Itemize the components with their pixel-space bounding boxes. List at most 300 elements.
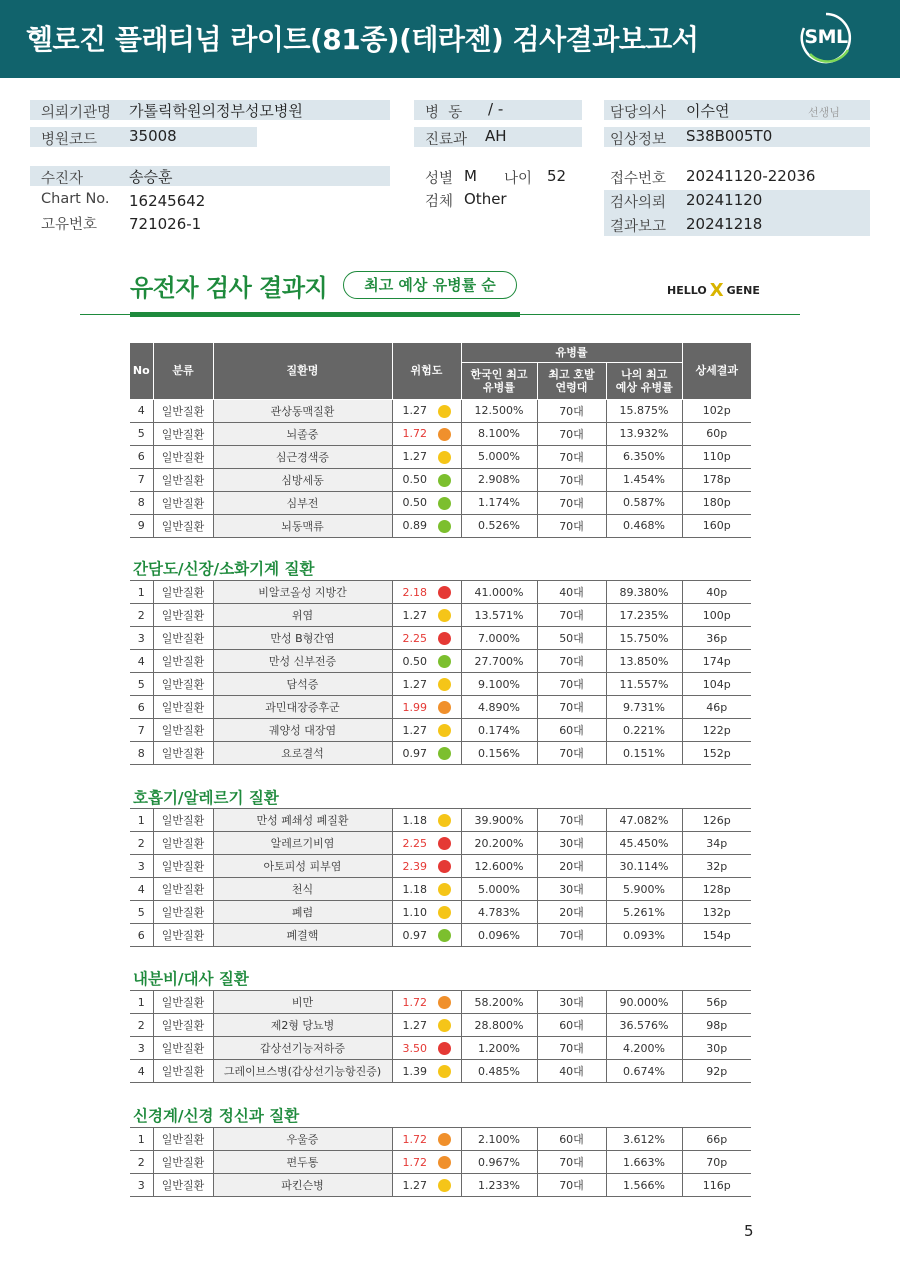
risk-level-dot bbox=[438, 609, 451, 622]
col-korean-prevalence bbox=[461, 362, 537, 399]
cell-korean-prevalence: 0.096% bbox=[461, 924, 537, 947]
risk-level-dot bbox=[438, 1042, 451, 1055]
cell-onset-age: 30대 bbox=[537, 832, 606, 855]
cell-category: 일반질환 bbox=[153, 581, 213, 604]
table-row bbox=[130, 991, 751, 1014]
cell-risk bbox=[392, 901, 461, 924]
cell-my-prevalence: 0.674% bbox=[606, 1060, 682, 1083]
cell-disease: 그레이브스병(갑상선기능항진증) bbox=[213, 1060, 392, 1083]
cell-risk bbox=[392, 1128, 461, 1151]
cell-onset-age: 50대 bbox=[537, 627, 606, 650]
cell-korean-prevalence: 2.908% bbox=[461, 468, 537, 491]
table-row bbox=[130, 604, 751, 627]
cell-disease: 심방세동 bbox=[213, 468, 392, 491]
cell-onset-age: 20대 bbox=[537, 901, 606, 924]
table-row bbox=[130, 832, 751, 855]
cell-risk bbox=[392, 627, 461, 650]
cell-category: 일반질환 bbox=[153, 1037, 213, 1060]
clinical-value: S38B005T0 bbox=[686, 127, 773, 145]
cell-detail-page[interactable]: 160p bbox=[682, 514, 751, 537]
cell-onset-age: 70대 bbox=[537, 742, 606, 765]
risk-value: 1.72 bbox=[402, 995, 427, 1009]
cell-korean-prevalence: 1.200% bbox=[461, 1037, 537, 1060]
risk-value: 1.18 bbox=[402, 813, 427, 827]
cell-korean-prevalence: 0.967% bbox=[461, 1151, 537, 1174]
cell-detail-page[interactable]: 102p bbox=[682, 399, 751, 422]
cell-detail-page[interactable]: 40p bbox=[682, 581, 751, 604]
cell-disease: 관상동맥질환 bbox=[213, 399, 392, 422]
cell-category: 일반질환 bbox=[153, 604, 213, 627]
cell-risk bbox=[392, 673, 461, 696]
cell-disease: 아토피성 피부염 bbox=[213, 855, 392, 878]
kr-line1: 한국인 최고 bbox=[470, 367, 528, 381]
risk-value: 0.97 bbox=[402, 928, 427, 942]
hellogene-logo bbox=[667, 278, 760, 299]
onset-line1: 최고 호발 bbox=[548, 367, 595, 381]
risk-level-dot bbox=[438, 1156, 451, 1169]
cell-no: 8 bbox=[130, 491, 153, 514]
name-value: 송승훈 bbox=[129, 168, 173, 186]
risk-level-dot bbox=[438, 428, 451, 441]
header-bar bbox=[0, 0, 900, 78]
table-row bbox=[130, 1014, 751, 1037]
cell-no: 4 bbox=[130, 878, 153, 901]
cell-no: 4 bbox=[130, 650, 153, 673]
cell-detail-page[interactable]: 34p bbox=[682, 832, 751, 855]
age-label: 나이 bbox=[504, 171, 533, 187]
col-prevalence: 유병률 bbox=[461, 343, 682, 362]
cell-risk bbox=[392, 1151, 461, 1174]
risk-value: 1.27 bbox=[402, 677, 427, 691]
cell-disease: 폐결핵 bbox=[213, 924, 392, 947]
table-row bbox=[130, 719, 751, 742]
cell-detail-page[interactable]: 174p bbox=[682, 650, 751, 673]
group-title: 신경계/신경 정신과 질환 bbox=[133, 1107, 300, 1125]
cell-onset-age: 70대 bbox=[537, 673, 606, 696]
cell-detail-page[interactable]: 126p bbox=[682, 809, 751, 832]
cell-no: 3 bbox=[130, 1174, 153, 1197]
receipt-label: 접수번호 bbox=[610, 171, 667, 187]
cell-disease: 우울증 bbox=[213, 1128, 392, 1151]
cell-detail-page[interactable]: 32p bbox=[682, 855, 751, 878]
cell-my-prevalence: 13.932% bbox=[606, 422, 682, 445]
cell-risk bbox=[392, 832, 461, 855]
cell-disease: 파킨슨병 bbox=[213, 1174, 392, 1197]
cell-disease: 심근경색증 bbox=[213, 445, 392, 468]
risk-level-dot bbox=[438, 655, 451, 668]
cell-disease: 알레르기비염 bbox=[213, 832, 392, 855]
cell-category: 일반질환 bbox=[153, 832, 213, 855]
code-value: 35008 bbox=[129, 127, 177, 145]
cell-my-prevalence: 5.900% bbox=[606, 878, 682, 901]
cell-no: 1 bbox=[130, 1128, 153, 1151]
cell-category: 일반질환 bbox=[153, 445, 213, 468]
cell-no: 2 bbox=[130, 1151, 153, 1174]
cell-my-prevalence: 0.587% bbox=[606, 491, 682, 514]
receipt-value: 20241120-22036 bbox=[686, 167, 816, 185]
cell-no: 8 bbox=[130, 742, 153, 765]
cell-risk bbox=[392, 924, 461, 947]
cell-detail-page[interactable]: 56p bbox=[682, 991, 751, 1014]
name-label: 수진자 bbox=[41, 171, 84, 187]
sort-pill: 최고 예상 유병률 순 bbox=[343, 271, 517, 299]
results-table bbox=[130, 808, 751, 947]
request-label: 검사의뢰 bbox=[610, 195, 667, 211]
cell-korean-prevalence: 4.890% bbox=[461, 696, 537, 719]
cell-disease: 비알코올성 지방간 bbox=[213, 581, 392, 604]
table-row bbox=[130, 1060, 751, 1083]
cell-onset-age: 70대 bbox=[537, 1037, 606, 1060]
divider-thick bbox=[130, 312, 520, 317]
table-row bbox=[130, 855, 751, 878]
cell-disease: 뇌동맥류 bbox=[213, 514, 392, 537]
cell-disease: 궤양성 대장염 bbox=[213, 719, 392, 742]
risk-level-dot bbox=[438, 632, 451, 645]
cell-detail-page[interactable]: 36p bbox=[682, 627, 751, 650]
table-row bbox=[130, 1174, 751, 1197]
cell-disease: 갑상선기능저하증 bbox=[213, 1037, 392, 1060]
cell-disease: 만성 신부전증 bbox=[213, 650, 392, 673]
risk-value: 1.27 bbox=[402, 1018, 427, 1032]
cell-my-prevalence: 36.576% bbox=[606, 1014, 682, 1037]
cell-my-prevalence: 30.114% bbox=[606, 855, 682, 878]
risk-level-dot bbox=[438, 586, 451, 599]
cell-category: 일반질환 bbox=[153, 1174, 213, 1197]
cell-my-prevalence: 15.750% bbox=[606, 627, 682, 650]
table-row bbox=[130, 468, 751, 491]
cell-onset-age: 70대 bbox=[537, 604, 606, 627]
risk-value: 1.99 bbox=[402, 700, 427, 714]
cell-category: 일반질환 bbox=[153, 422, 213, 445]
cell-no: 2 bbox=[130, 1014, 153, 1037]
results-table bbox=[130, 580, 751, 765]
cell-risk bbox=[392, 1174, 461, 1197]
cell-detail-page[interactable]: 132p bbox=[682, 901, 751, 924]
id-label: 고유번호 bbox=[41, 217, 98, 233]
dept-value: AH bbox=[485, 127, 507, 145]
cell-category: 일반질환 bbox=[153, 1151, 213, 1174]
risk-value: 2.18 bbox=[402, 585, 427, 599]
cell-risk bbox=[392, 1037, 461, 1060]
risk-level-dot bbox=[438, 883, 451, 896]
table-row bbox=[130, 673, 751, 696]
table-row bbox=[130, 491, 751, 514]
chart-label: Chart No. bbox=[41, 191, 110, 207]
risk-level-dot bbox=[438, 996, 451, 1009]
risk-level-dot bbox=[438, 860, 451, 873]
risk-level-dot bbox=[438, 1019, 451, 1032]
cell-onset-age: 30대 bbox=[537, 878, 606, 901]
cell-korean-prevalence: 0.156% bbox=[461, 742, 537, 765]
cell-no: 7 bbox=[130, 719, 153, 742]
cell-risk bbox=[392, 855, 461, 878]
cell-risk bbox=[392, 696, 461, 719]
cell-korean-prevalence: 41.000% bbox=[461, 581, 537, 604]
hospital-value: 가톨릭학원의정부성모병원 bbox=[129, 102, 303, 120]
cell-risk bbox=[392, 604, 461, 627]
cell-my-prevalence: 45.450% bbox=[606, 832, 682, 855]
results-table bbox=[130, 1127, 751, 1197]
cell-detail-page[interactable]: 122p bbox=[682, 719, 751, 742]
cell-detail-page[interactable]: 116p bbox=[682, 1174, 751, 1197]
cell-disease: 심부전 bbox=[213, 491, 392, 514]
col-my-prevalence bbox=[606, 362, 682, 399]
cell-disease: 만성 폐쇄성 폐질환 bbox=[213, 809, 392, 832]
cell-no: 1 bbox=[130, 581, 153, 604]
table-row bbox=[130, 581, 751, 604]
code-label: 병원코드 bbox=[41, 132, 98, 148]
cell-korean-prevalence: 9.100% bbox=[461, 673, 537, 696]
cell-disease: 위염 bbox=[213, 604, 392, 627]
cell-my-prevalence: 3.612% bbox=[606, 1128, 682, 1151]
doctor-value: 이수연 bbox=[686, 102, 730, 120]
cell-detail-page[interactable]: 60p bbox=[682, 422, 751, 445]
sex-value: M bbox=[464, 167, 477, 185]
cell-onset-age: 60대 bbox=[537, 719, 606, 742]
cell-disease: 비만 bbox=[213, 991, 392, 1014]
cell-onset-age: 70대 bbox=[537, 696, 606, 719]
cell-risk bbox=[392, 445, 461, 468]
cell-onset-age: 70대 bbox=[537, 1174, 606, 1197]
cell-detail-page[interactable]: 30p bbox=[682, 1037, 751, 1060]
specimen-label: 검체 bbox=[425, 194, 454, 210]
cell-no: 5 bbox=[130, 673, 153, 696]
cell-onset-age: 70대 bbox=[537, 650, 606, 673]
brand-left: HELLO bbox=[667, 284, 707, 297]
cell-category: 일반질환 bbox=[153, 399, 213, 422]
risk-value: 0.50 bbox=[402, 496, 427, 509]
cell-korean-prevalence: 13.571% bbox=[461, 604, 537, 627]
cell-korean-prevalence: 20.200% bbox=[461, 832, 537, 855]
risk-level-dot bbox=[438, 929, 451, 942]
cell-korean-prevalence: 12.600% bbox=[461, 855, 537, 878]
cell-onset-age: 60대 bbox=[537, 1014, 606, 1037]
risk-value: 1.39 bbox=[402, 1064, 427, 1078]
cell-korean-prevalence: 0.485% bbox=[461, 1060, 537, 1083]
cell-korean-prevalence: 8.100% bbox=[461, 422, 537, 445]
cell-korean-prevalence: 58.200% bbox=[461, 991, 537, 1014]
col-onset-age bbox=[537, 362, 606, 399]
cell-onset-age: 20대 bbox=[537, 855, 606, 878]
cell-category: 일반질환 bbox=[153, 878, 213, 901]
logo-text: SML bbox=[804, 26, 848, 48]
cell-category: 일반질환 bbox=[153, 1014, 213, 1037]
cell-my-prevalence: 17.235% bbox=[606, 604, 682, 627]
cell-my-prevalence: 1.663% bbox=[606, 1151, 682, 1174]
table-row bbox=[130, 696, 751, 719]
cell-no: 1 bbox=[130, 809, 153, 832]
cell-no: 6 bbox=[130, 445, 153, 468]
kr-line2: 유병률 bbox=[483, 380, 515, 394]
cell-no: 3 bbox=[130, 1037, 153, 1060]
risk-level-dot bbox=[438, 474, 451, 487]
table-row bbox=[130, 1128, 751, 1151]
cell-my-prevalence: 6.350% bbox=[606, 445, 682, 468]
cell-my-prevalence: 11.557% bbox=[606, 673, 682, 696]
id-value: 721026-1 bbox=[129, 215, 202, 233]
cell-risk bbox=[392, 468, 461, 491]
clinical-label: 임상정보 bbox=[610, 132, 667, 148]
cell-category: 일반질환 bbox=[153, 1128, 213, 1151]
cell-detail-page[interactable]: 180p bbox=[682, 491, 751, 514]
cell-my-prevalence: 4.200% bbox=[606, 1037, 682, 1060]
cell-my-prevalence: 9.731% bbox=[606, 696, 682, 719]
table-row bbox=[130, 901, 751, 924]
cell-no: 2 bbox=[130, 604, 153, 627]
cell-onset-age: 40대 bbox=[537, 581, 606, 604]
cell-no: 7 bbox=[130, 468, 153, 491]
cell-my-prevalence: 0.468% bbox=[606, 514, 682, 537]
page-number: 5 bbox=[744, 1222, 754, 1240]
risk-level-dot bbox=[438, 837, 451, 850]
risk-value: 1.18 bbox=[402, 882, 427, 896]
risk-level-dot bbox=[438, 1133, 451, 1146]
risk-level-dot bbox=[438, 520, 451, 533]
cell-no: 2 bbox=[130, 832, 153, 855]
report-title: 헬로진 플래티넘 라이트(81종)(테라젠) 검사결과보고서 bbox=[26, 23, 699, 56]
cell-my-prevalence: 1.454% bbox=[606, 468, 682, 491]
cell-disease: 천식 bbox=[213, 878, 392, 901]
risk-value: 2.25 bbox=[402, 631, 427, 645]
cell-no: 1 bbox=[130, 991, 153, 1014]
cell-my-prevalence: 89.380% bbox=[606, 581, 682, 604]
cell-detail-page[interactable]: 100p bbox=[682, 604, 751, 627]
cell-detail-page[interactable]: 98p bbox=[682, 1014, 751, 1037]
report-value: 20241218 bbox=[686, 215, 763, 233]
risk-value: 0.97 bbox=[402, 746, 427, 760]
risk-value: 1.27 bbox=[402, 404, 427, 417]
cell-risk bbox=[392, 422, 461, 445]
risk-level-dot bbox=[438, 724, 451, 737]
risk-level-dot bbox=[438, 1179, 451, 1192]
group-title: 호흡기/알레르기 질환 bbox=[133, 789, 279, 807]
risk-value: 0.50 bbox=[402, 473, 427, 486]
my-line2: 예상 유병률 bbox=[615, 380, 673, 394]
cell-detail-page[interactable]: 110p bbox=[682, 445, 751, 468]
cell-risk bbox=[392, 719, 461, 742]
cell-no: 9 bbox=[130, 514, 153, 537]
cell-korean-prevalence: 2.100% bbox=[461, 1128, 537, 1151]
cell-onset-age: 70대 bbox=[537, 514, 606, 537]
risk-value: 0.89 bbox=[402, 519, 427, 532]
cell-no: 6 bbox=[130, 696, 153, 719]
cell-onset-age: 70대 bbox=[537, 1151, 606, 1174]
cell-disease: 과민대장증후군 bbox=[213, 696, 392, 719]
specimen-value: Other bbox=[464, 190, 507, 208]
doctor-suffix: 선생님 bbox=[808, 106, 840, 119]
cell-my-prevalence: 0.221% bbox=[606, 719, 682, 742]
table-row bbox=[130, 878, 751, 901]
cell-my-prevalence: 15.875% bbox=[606, 399, 682, 422]
table-row bbox=[130, 1037, 751, 1060]
group-title: 내분비/대사 질환 bbox=[133, 970, 249, 988]
cell-korean-prevalence: 4.783% bbox=[461, 901, 537, 924]
risk-value: 1.72 bbox=[402, 1132, 427, 1146]
group-title: 간담도/신장/소화기계 질환 bbox=[133, 560, 315, 578]
risk-value: 1.72 bbox=[402, 1155, 427, 1169]
table-row bbox=[130, 445, 751, 468]
cell-detail-page[interactable]: 152p bbox=[682, 742, 751, 765]
cell-risk bbox=[392, 809, 461, 832]
my-line1: 나의 최고 bbox=[621, 367, 668, 381]
cell-onset-age: 70대 bbox=[537, 468, 606, 491]
cell-onset-age: 30대 bbox=[537, 991, 606, 1014]
cell-detail-page[interactable]: 92p bbox=[682, 1060, 751, 1083]
cell-korean-prevalence: 27.700% bbox=[461, 650, 537, 673]
cell-category: 일반질환 bbox=[153, 468, 213, 491]
sml-logo bbox=[796, 10, 856, 66]
cell-my-prevalence: 1.566% bbox=[606, 1174, 682, 1197]
cell-korean-prevalence: 39.900% bbox=[461, 809, 537, 832]
risk-value: 1.27 bbox=[402, 723, 427, 737]
dept-label: 진료과 bbox=[425, 132, 468, 148]
cell-onset-age: 70대 bbox=[537, 399, 606, 422]
cell-category: 일반질환 bbox=[153, 719, 213, 742]
cell-risk bbox=[392, 1014, 461, 1037]
cell-onset-age: 70대 bbox=[537, 422, 606, 445]
cell-my-prevalence: 0.151% bbox=[606, 742, 682, 765]
brand-right: GENE bbox=[726, 284, 760, 297]
cell-risk bbox=[392, 581, 461, 604]
cell-risk bbox=[392, 491, 461, 514]
cell-onset-age: 70대 bbox=[537, 924, 606, 947]
cell-no: 3 bbox=[130, 855, 153, 878]
cell-category: 일반질환 bbox=[153, 1060, 213, 1083]
cell-disease: 뇌졸중 bbox=[213, 422, 392, 445]
cell-korean-prevalence: 0.526% bbox=[461, 514, 537, 537]
cell-no: 5 bbox=[130, 422, 153, 445]
cell-korean-prevalence: 12.500% bbox=[461, 399, 537, 422]
col-disease: 질환명 bbox=[213, 343, 392, 399]
cell-detail-page[interactable]: 104p bbox=[682, 673, 751, 696]
risk-level-dot bbox=[438, 814, 451, 827]
cell-detail-page[interactable]: 70p bbox=[682, 1151, 751, 1174]
cell-category: 일반질환 bbox=[153, 855, 213, 878]
risk-value: 2.25 bbox=[402, 836, 427, 850]
cell-risk bbox=[392, 399, 461, 422]
cell-onset-age: 40대 bbox=[537, 1060, 606, 1083]
cell-detail-page[interactable]: 46p bbox=[682, 696, 751, 719]
col-no: No bbox=[130, 343, 153, 399]
cell-disease: 폐렴 bbox=[213, 901, 392, 924]
brand-x: X bbox=[709, 280, 724, 301]
cell-detail-page[interactable]: 178p bbox=[682, 468, 751, 491]
cell-detail-page[interactable]: 154p bbox=[682, 924, 751, 947]
cell-korean-prevalence: 1.233% bbox=[461, 1174, 537, 1197]
cell-korean-prevalence: 0.174% bbox=[461, 719, 537, 742]
cell-korean-prevalence: 5.000% bbox=[461, 878, 537, 901]
ward-label: 병 동 bbox=[425, 105, 463, 121]
cell-detail-page[interactable]: 66p bbox=[682, 1128, 751, 1151]
risk-value: 1.27 bbox=[402, 450, 427, 463]
col-risk: 위험도 bbox=[392, 343, 461, 399]
cell-disease: 만성 B형간염 bbox=[213, 627, 392, 650]
cell-category: 일반질환 bbox=[153, 924, 213, 947]
table-row bbox=[130, 514, 751, 537]
risk-level-dot bbox=[438, 1065, 451, 1078]
cell-onset-age: 70대 bbox=[537, 809, 606, 832]
cell-my-prevalence: 5.261% bbox=[606, 901, 682, 924]
risk-value: 0.50 bbox=[402, 654, 427, 668]
cell-no: 6 bbox=[130, 924, 153, 947]
cell-risk bbox=[392, 878, 461, 901]
cell-category: 일반질환 bbox=[153, 901, 213, 924]
cell-korean-prevalence: 28.800% bbox=[461, 1014, 537, 1037]
cell-detail-page[interactable]: 128p bbox=[682, 878, 751, 901]
cell-onset-age: 60대 bbox=[537, 1128, 606, 1151]
cell-disease: 요로결석 bbox=[213, 742, 392, 765]
risk-value: 1.27 bbox=[402, 608, 427, 622]
